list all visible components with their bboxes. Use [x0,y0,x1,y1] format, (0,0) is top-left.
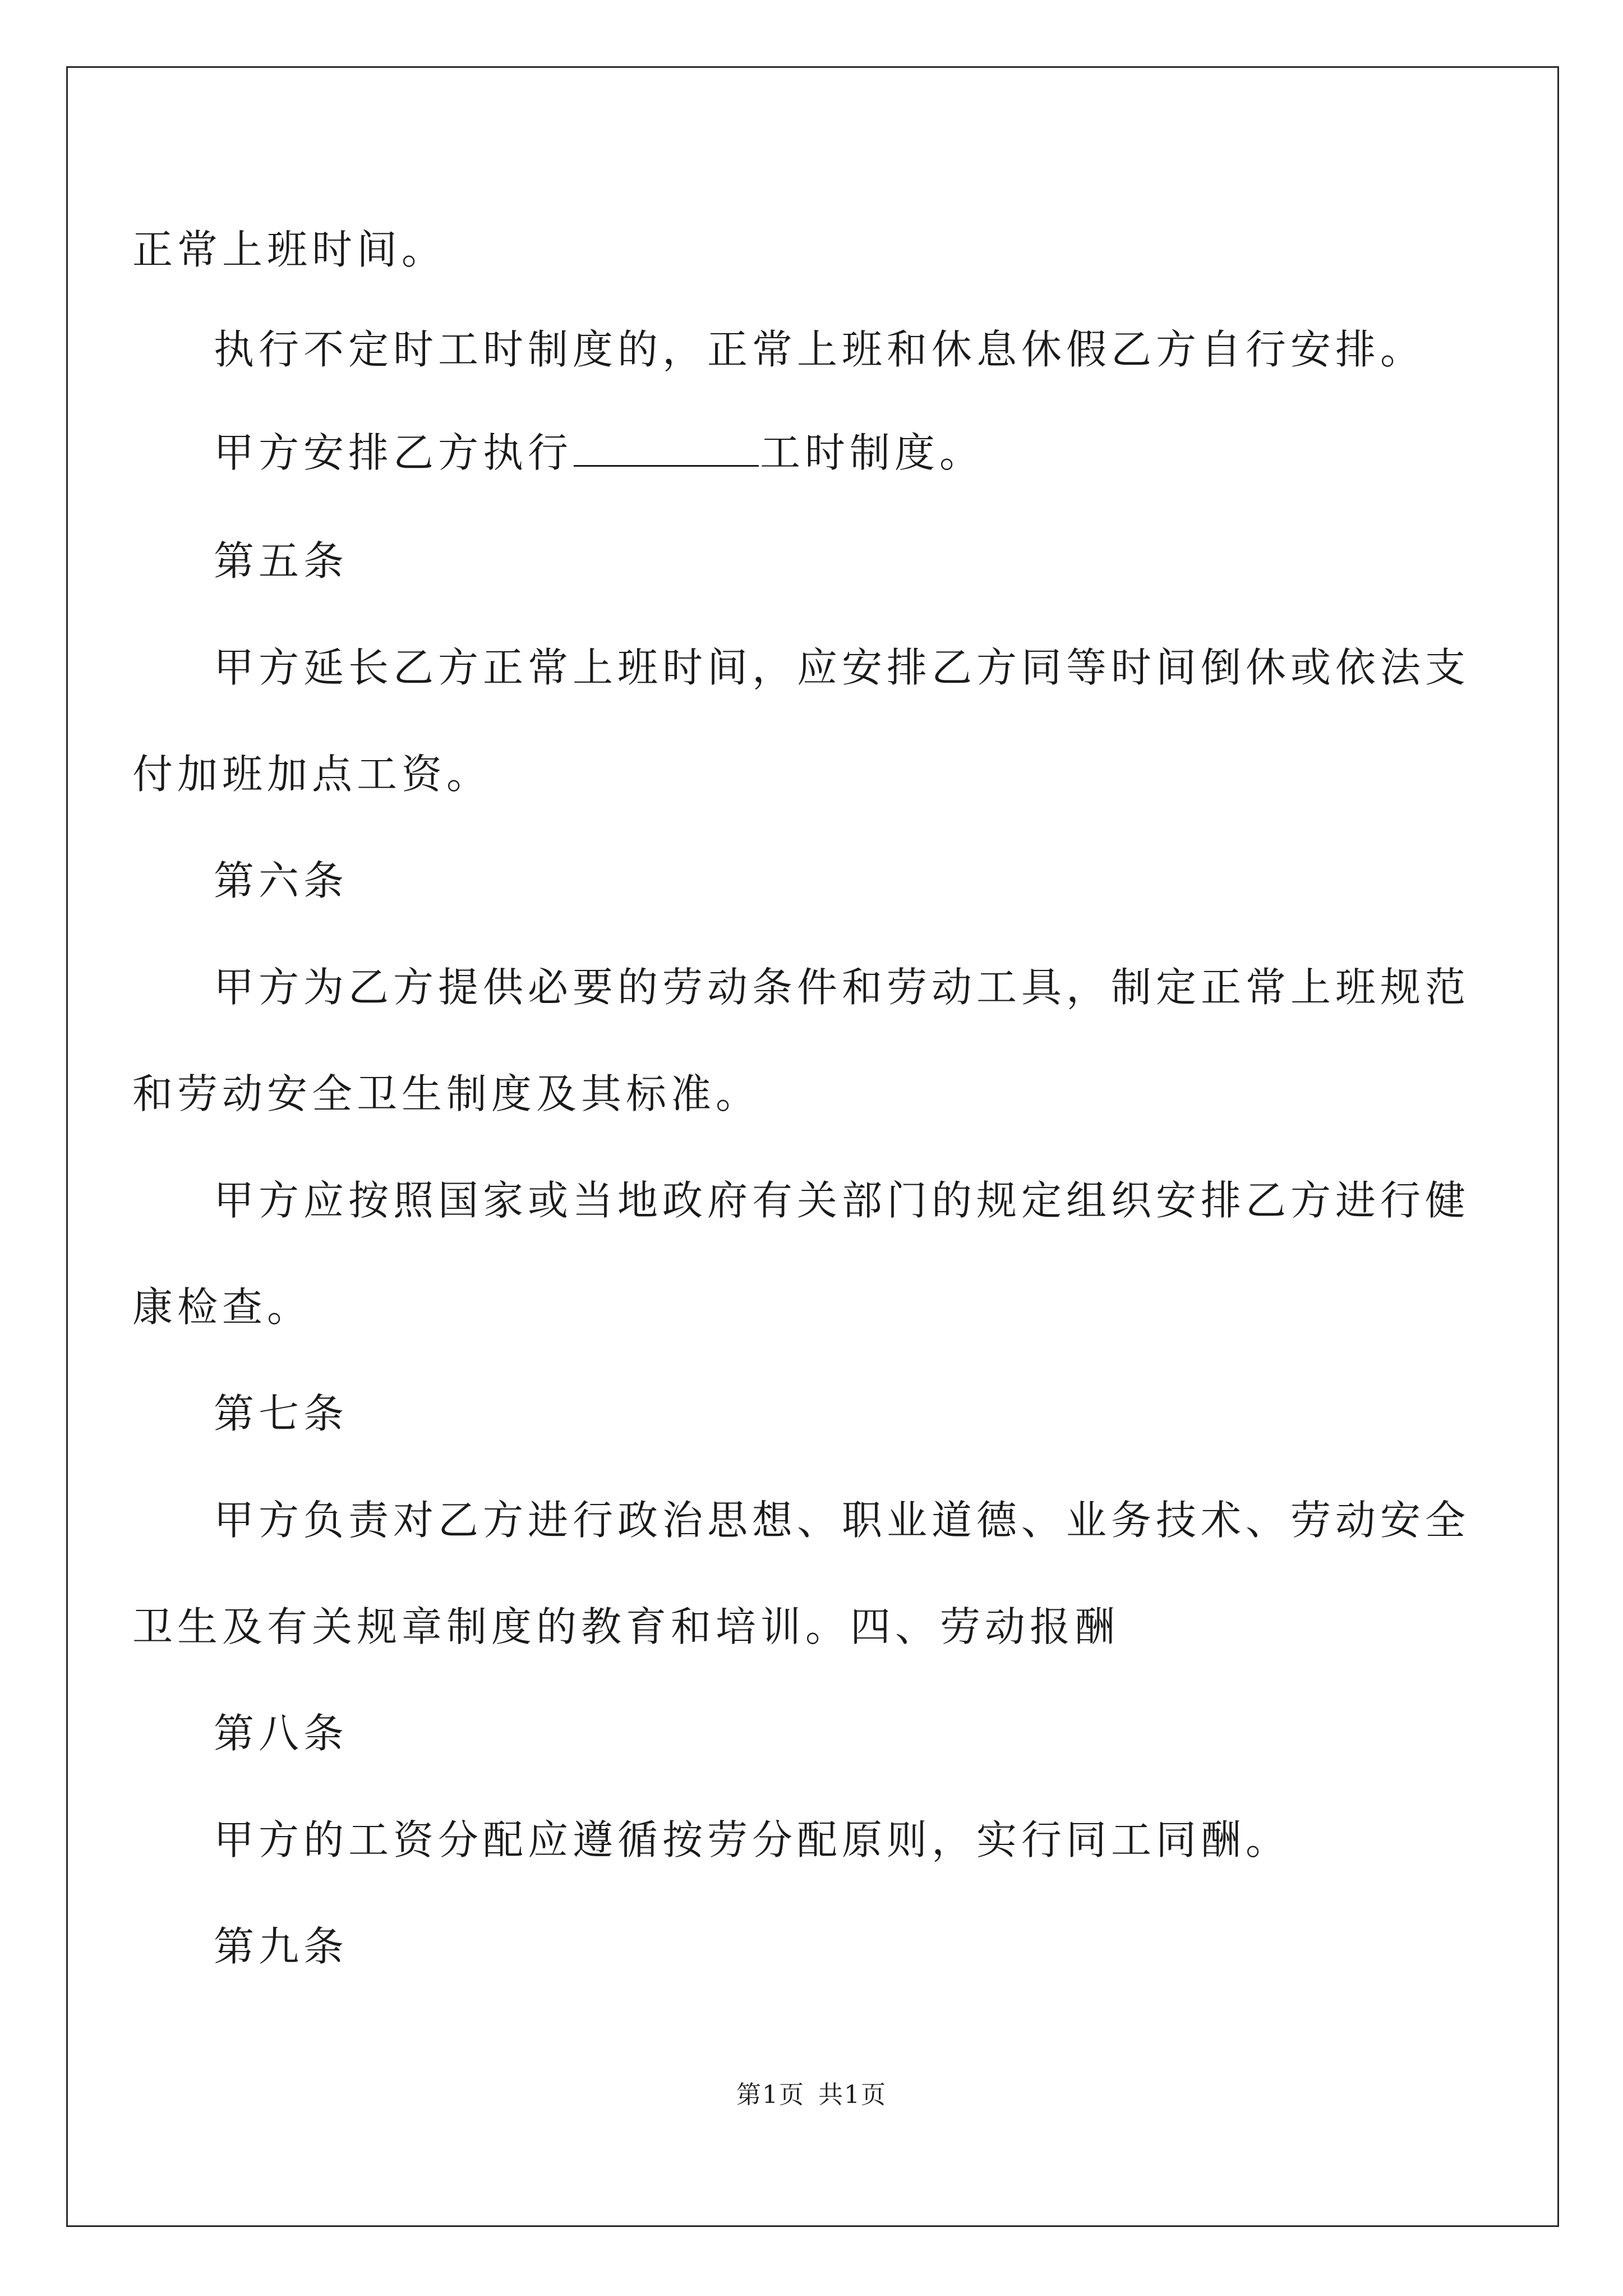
line-text-after-blank: 工时制度。 [760,429,985,476]
paragraph-line: 甲方为乙方提供必要的劳动条件和劳动工具，制定正常上班规范 [214,964,1470,1011]
article-heading: 第九条 [214,1923,349,1970]
article-heading: 第六条 [214,857,349,904]
page-frame [66,66,1559,2227]
line-text-before-blank: 甲方安排乙方执行 [214,429,573,476]
paragraph-line: 甲方负责对乙方进行政治思想、职业道德、业务技术、劳动安全 [214,1497,1470,1544]
page-number: 第1页 [736,2081,805,2109]
paragraph-line: 付加班加点工资。 [132,751,492,798]
page-total: 共1页 [818,2081,887,2109]
article-heading: 第八条 [214,1710,349,1757]
paragraph-line [214,425,984,481]
paragraph-line: 和劳动安全卫生制度及其标准。 [132,1070,761,1117]
page-footer [0,2078,1623,2112]
paragraph-line: 康检查。 [132,1283,312,1331]
fill-in-blank [574,431,759,467]
article-heading: 第五条 [214,537,349,585]
article-heading: 第七条 [214,1390,349,1437]
paragraph-line: 执行不定时工时制度的，正常上班和休息休假乙方自行安排。 [214,326,1426,373]
paragraph-line: 甲方应按照国家或当地政府有关部门的规定组织安排乙方进行健 [214,1177,1470,1224]
paragraph-line: 甲方延长乙方正常上班时间，应安排乙方同等时间倒休或依法支 [214,644,1470,691]
paragraph-line: 正常上班时间。 [132,226,447,273]
paragraph-line: 甲方的工资分配应遵循按劳分配原则，实行同工同酬。 [214,1816,1291,1864]
paragraph-line: 卫生及有关规章制度的教育和培训。四、劳动报酬 [132,1603,1120,1650]
